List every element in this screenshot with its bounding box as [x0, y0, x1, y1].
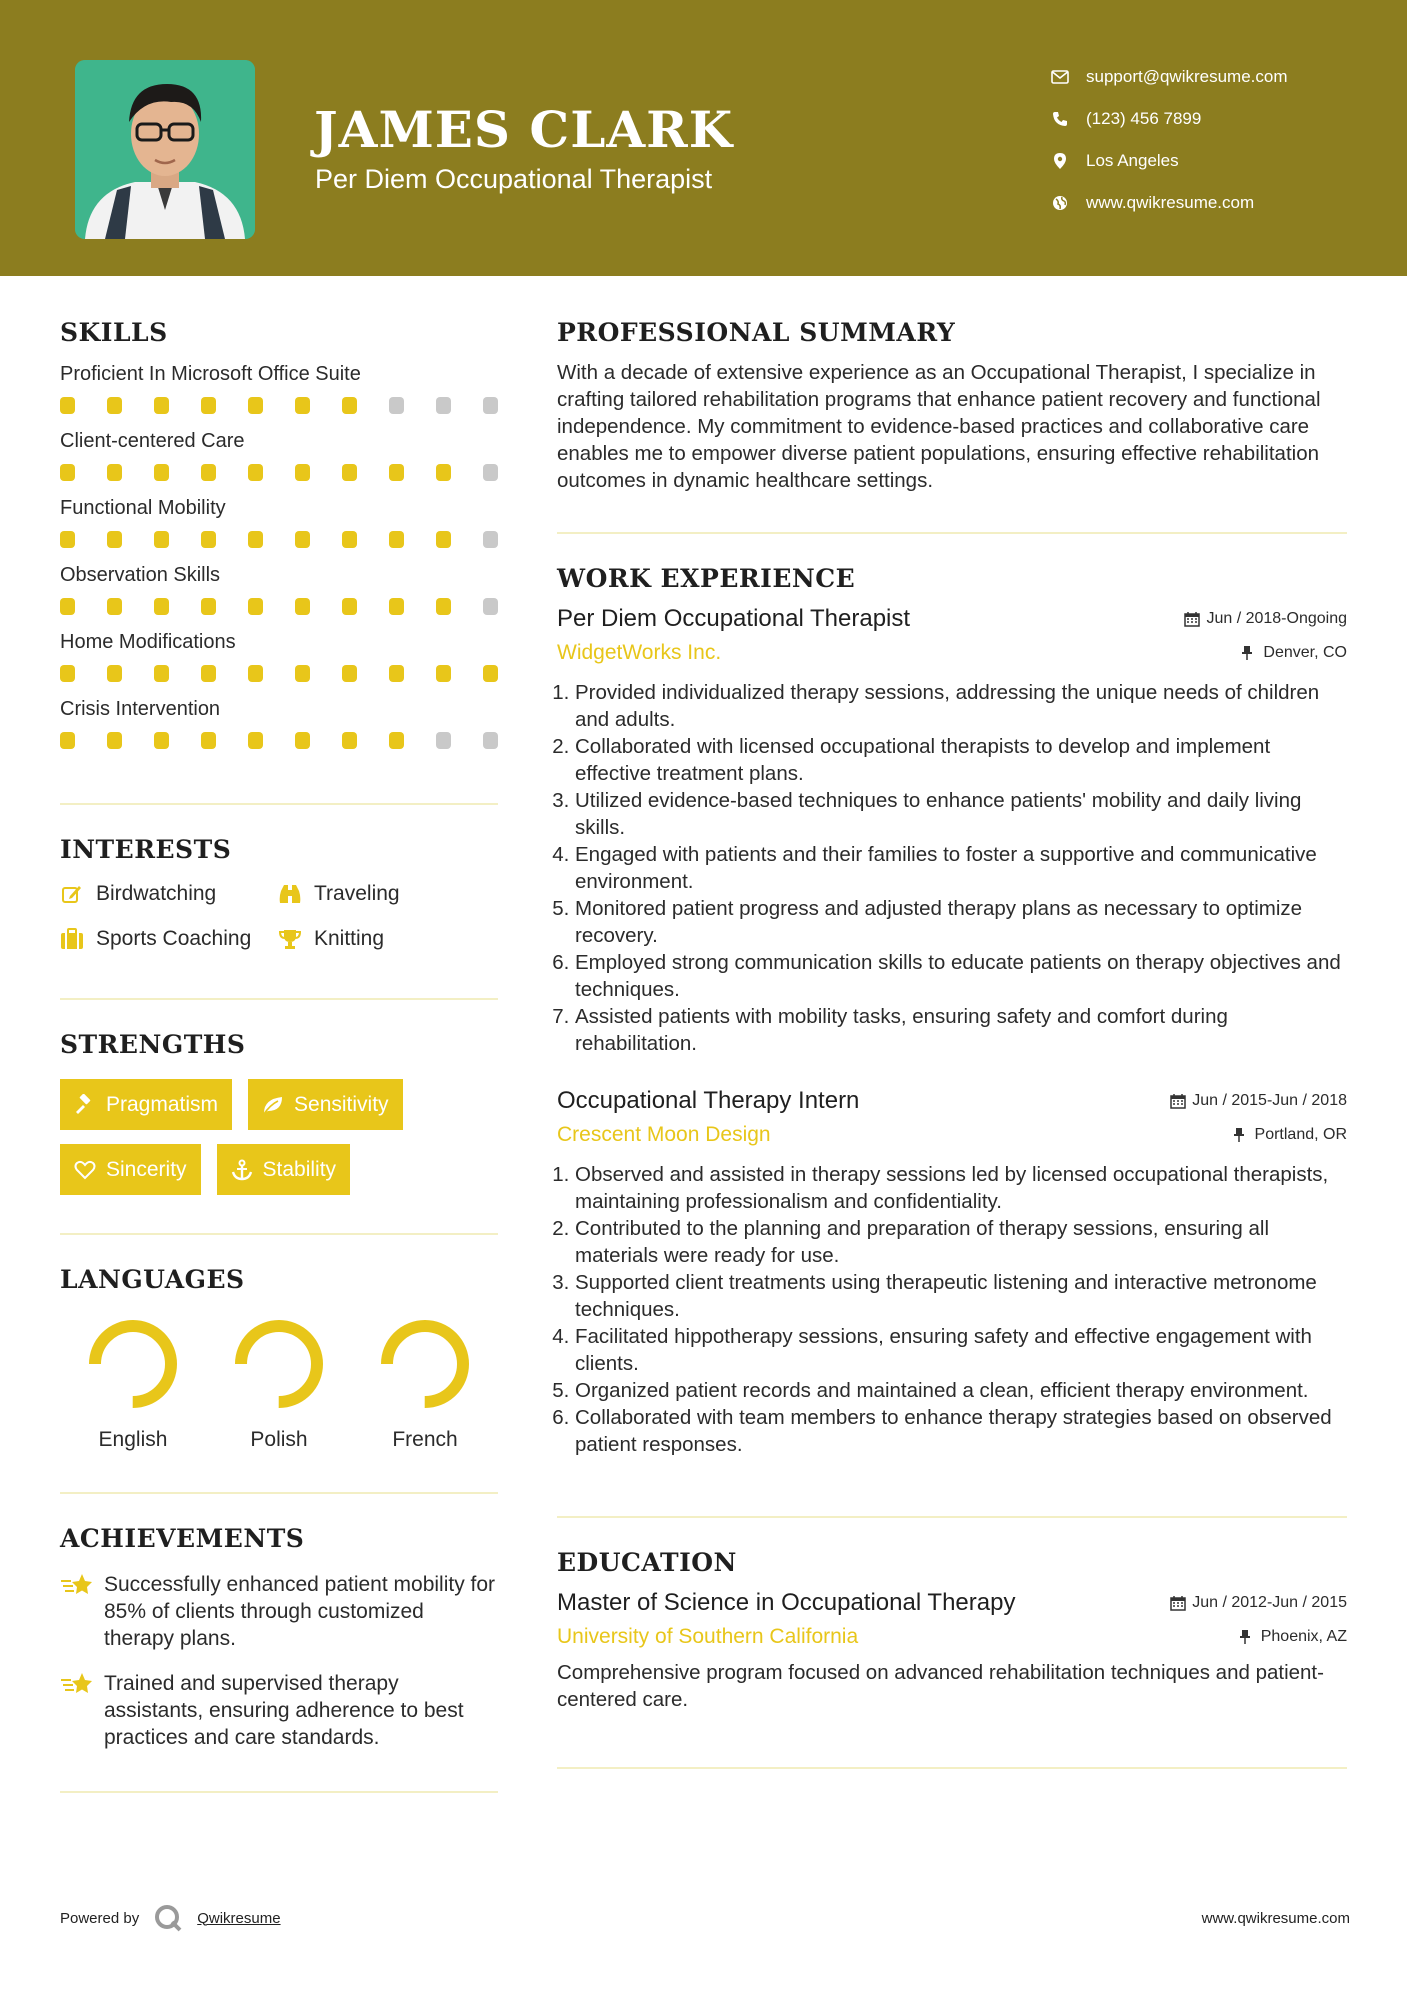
education-degree: Master of Science in Occupational Therapy — [557, 1589, 1016, 1616]
strength-tag — [217, 1144, 351, 1195]
skill-rating — [60, 732, 498, 749]
languages-list — [60, 1314, 498, 1452]
job-head — [557, 605, 1347, 633]
skill-name: Home Modifications — [60, 631, 236, 653]
contact-phone[interactable] — [1050, 98, 1390, 140]
rating-dot-filled — [389, 598, 404, 615]
contact-email-text: support@qwikresume.com — [1086, 67, 1288, 86]
language-name: English — [98, 1428, 168, 1451]
binoculars-icon — [278, 882, 302, 906]
job-duties — [557, 1161, 1347, 1458]
rating-dot-filled — [483, 665, 498, 682]
calendar-icon — [1170, 1595, 1186, 1611]
rating-dot-empty — [436, 732, 451, 749]
left-column — [60, 318, 498, 1793]
strengths-section — [60, 1030, 498, 1195]
education-title: EDUCATION — [557, 1548, 737, 1577]
rating-dot-filled — [107, 732, 122, 749]
strength-tag — [60, 1144, 201, 1195]
strengths-title: STRENGTHS — [60, 1030, 246, 1059]
rating-dot-empty — [483, 464, 498, 481]
job-duties — [557, 679, 1347, 1057]
strength-label: Sincerity — [106, 1157, 187, 1181]
rating-dot-filled — [295, 598, 310, 615]
interests-section — [60, 835, 498, 952]
briefcase-icon — [60, 927, 84, 951]
language-proficiency-arc — [241, 1326, 317, 1402]
rating-dot-filled — [295, 397, 310, 414]
education-section — [557, 1548, 1347, 1713]
rating-dot-filled — [342, 598, 357, 615]
interest-label: Sports Coaching — [96, 926, 252, 950]
rating-dot-filled — [154, 464, 169, 481]
interest-item — [278, 880, 488, 907]
interest-label: Traveling — [314, 881, 400, 905]
job-duty: 3. Utilized evidence-based techniques to enhance patients' mobility and daily living skills. — [575, 787, 1347, 841]
rating-dot-filled — [201, 531, 216, 548]
language-proficiency-ring — [375, 1314, 475, 1414]
contact-website-text: www.qwikresume.com — [1086, 193, 1255, 212]
pushpin-icon — [1233, 1127, 1249, 1143]
qwikresume-link[interactable]: Qwikresume — [197, 1909, 281, 1927]
skills-list — [60, 363, 498, 749]
rating-dot-filled — [201, 397, 216, 414]
candidate-title: Per Diem Occupational Therapist — [315, 164, 713, 194]
skill-rating — [60, 464, 498, 481]
achievement-item — [60, 1571, 498, 1652]
job-duty: 4. Engaged with patients and their families to foster a supportive and communicative environment. — [575, 841, 1347, 895]
rating-dot-filled — [389, 531, 404, 548]
job-entry — [557, 605, 1347, 1057]
language-name: French — [392, 1428, 458, 1451]
powered-by — [60, 1903, 281, 1933]
skill-name: Observation Skills — [60, 564, 221, 586]
education-location — [1239, 1628, 1347, 1646]
section-divider — [557, 1516, 1347, 1518]
section-divider — [557, 1767, 1347, 1769]
rating-dot-filled — [295, 732, 310, 749]
summary-text: With a decade of extensive experience as an Occupational Therapist, I specialize in crafting tailored rehabilitation programs that enhance patient recovery and functional independence. My commitment to evidence-based practices and collaborative care enables me to empower diverse patient populations, ensuring effective rehabilitation outcomes in dynamic healthcare settings. — [557, 361, 1321, 492]
languages-title: LANGUAGES — [60, 1265, 245, 1294]
pencil-square-icon — [60, 882, 84, 906]
candidate-name: JAMES CLARK — [314, 100, 734, 159]
job-role: Occupational Therapy Intern — [557, 1087, 860, 1114]
rating-dot-filled — [107, 464, 122, 481]
shooting-star-icon — [60, 1670, 94, 1751]
rating-dot-filled — [201, 464, 216, 481]
footer-website[interactable]: www.qwikresume.com — [1201, 1909, 1350, 1927]
education-description: Comprehensive program focused on advanced rehabilitation techniques and patient-centered care. — [557, 1661, 1324, 1711]
rating-dot-filled — [60, 598, 75, 615]
rating-dot-filled — [248, 531, 263, 548]
strength-label: Pragmatism — [106, 1092, 219, 1116]
education-head — [557, 1589, 1347, 1617]
language-proficiency-arc — [95, 1326, 171, 1402]
achievements-section — [60, 1524, 498, 1751]
rating-dot-empty — [483, 598, 498, 615]
powered-by-label: Powered by — [60, 1909, 140, 1927]
skill-rating — [60, 397, 498, 414]
education-date — [1170, 1594, 1347, 1612]
rating-dot-filled — [107, 531, 122, 548]
achievement-text: Trained and supervised therapy assistants, ensuring adherence to best practices and care standards. — [104, 1672, 464, 1749]
rating-dot-filled — [154, 397, 169, 414]
rating-dot-filled — [295, 665, 310, 682]
strength-label: Stability — [262, 1157, 337, 1181]
skill-rating — [60, 665, 498, 682]
phone-icon — [1050, 109, 1070, 129]
contact-phone-text: (123) 456 7899 — [1086, 109, 1202, 128]
job-head — [557, 1087, 1347, 1115]
rating-dot-filled — [248, 598, 263, 615]
experience-section — [557, 564, 1347, 1458]
language-proficiency-arc — [387, 1326, 463, 1402]
heart-icon — [74, 1159, 96, 1181]
rating-dot-filled — [342, 665, 357, 682]
rating-dot-filled — [436, 598, 451, 615]
skills-title: SKILLS — [60, 318, 168, 347]
envelope-icon — [1050, 67, 1070, 87]
section-divider — [60, 803, 498, 805]
rating-dot-filled — [107, 665, 122, 682]
rating-dot-filled — [248, 665, 263, 682]
rating-dot-empty — [483, 531, 498, 548]
strength-tag — [248, 1079, 403, 1130]
skill-rating — [60, 531, 498, 548]
avatar — [75, 60, 255, 239]
education-location-text: Phoenix, AZ — [1260, 1628, 1347, 1645]
rating-dot-filled — [201, 665, 216, 682]
rating-dot-empty — [389, 397, 404, 414]
education-subhead — [557, 1625, 1347, 1649]
contact-email[interactable] — [1050, 56, 1390, 98]
summary-section — [557, 318, 1347, 494]
achievements-title: ACHIEVEMENTS — [60, 1524, 305, 1553]
skill-name: Crisis Intervention — [60, 698, 221, 720]
rating-dot-filled — [342, 397, 357, 414]
job-location — [1241, 644, 1347, 662]
contact-location — [1050, 140, 1390, 182]
rating-dot-filled — [389, 464, 404, 481]
job-location — [1233, 1126, 1347, 1144]
rating-dot-empty — [483, 397, 498, 414]
rating-dot-filled — [60, 397, 75, 414]
interest-item — [60, 925, 278, 952]
job-company: WidgetWorks Inc. — [557, 641, 722, 664]
job-subhead — [557, 641, 1347, 665]
job-duty: 3. Supported client treatments using therapeutic listening and interactive metronome techniques. — [575, 1269, 1347, 1323]
job-date — [1170, 1092, 1347, 1110]
section-divider — [557, 532, 1347, 534]
shooting-star-icon — [60, 1571, 94, 1652]
job-company: Crescent Moon Design — [557, 1123, 771, 1146]
rating-dot-filled — [154, 531, 169, 548]
right-column — [557, 318, 1347, 1769]
rating-dot-filled — [107, 397, 122, 414]
section-divider — [60, 1492, 498, 1494]
skill-name: Functional Mobility — [60, 497, 226, 519]
job-location-text: Denver, CO — [1263, 644, 1347, 661]
summary-title: PROFESSIONAL SUMMARY — [557, 318, 956, 347]
jobs-list — [557, 605, 1347, 1458]
rating-dot-filled — [60, 464, 75, 481]
rating-dot-filled — [389, 732, 404, 749]
rating-dot-filled — [60, 665, 75, 682]
job-date-text: Jun / 2015-Jun / 2018 — [1192, 1092, 1347, 1109]
job-duty: 7. Assisted patients with mobility tasks, ensuring safety and comfort during rehabilitation. — [575, 1003, 1347, 1057]
skill-name: Proficient In Microsoft Office Suite — [60, 363, 361, 385]
rating-dot-filled — [295, 531, 310, 548]
anchor-icon — [231, 1159, 253, 1181]
experience-title: WORK EXPERIENCE — [557, 564, 856, 593]
job-date — [1184, 610, 1347, 628]
globe-icon — [1050, 193, 1070, 213]
trophy-icon — [278, 927, 302, 951]
gavel-icon — [74, 1094, 96, 1116]
job-duty: 5. Organized patient records and maintained a clean, efficient therapy environment. — [575, 1377, 1347, 1404]
job-duty: 4. Facilitated hippotherapy sessions, ensuring safety and effective engagement with clients. — [575, 1323, 1347, 1377]
contact-list — [1050, 56, 1390, 224]
qwikresume-logo-icon — [153, 1903, 183, 1933]
education-date-text: Jun / 2012-Jun / 2015 — [1192, 1594, 1347, 1611]
interest-label: Birdwatching — [96, 881, 217, 905]
rating-dot-filled — [201, 598, 216, 615]
language-name: Polish — [250, 1428, 308, 1451]
rating-dot-filled — [154, 732, 169, 749]
interests-title: INTERESTS — [60, 835, 232, 864]
achievement-item — [60, 1670, 498, 1751]
rating-dot-filled — [154, 598, 169, 615]
rating-dot-filled — [60, 732, 75, 749]
job-duty: 2. Contributed to the planning and preparation of therapy sessions, ensuring all materials were ready for use. — [575, 1215, 1347, 1269]
rating-dot-filled — [342, 732, 357, 749]
section-divider — [60, 1791, 498, 1793]
calendar-icon — [1170, 1093, 1186, 1109]
section-divider — [60, 1233, 498, 1235]
interest-label: Knitting — [314, 926, 385, 950]
map-pin-icon — [1050, 151, 1070, 171]
leaf-icon — [262, 1094, 284, 1116]
rating-dot-filled — [342, 464, 357, 481]
pushpin-icon — [1239, 1629, 1255, 1645]
rating-dot-filled — [248, 732, 263, 749]
strengths-list — [60, 1079, 498, 1195]
rating-dot-filled — [295, 464, 310, 481]
rating-dot-filled — [389, 665, 404, 682]
job-date-text: Jun / 2018-Ongoing — [1206, 610, 1347, 627]
pushpin-icon — [1241, 645, 1257, 661]
strength-label: Sensitivity — [294, 1092, 389, 1116]
language-proficiency-ring — [229, 1314, 329, 1414]
resume-header — [0, 0, 1407, 276]
education-school: University of Southern California — [557, 1625, 859, 1648]
rating-dot-filled — [154, 665, 169, 682]
job-location-text: Portland, OR — [1254, 1126, 1347, 1143]
rating-dot-filled — [201, 732, 216, 749]
job-role: Per Diem Occupational Therapist — [557, 605, 911, 632]
rating-dot-filled — [60, 531, 75, 548]
calendar-icon — [1184, 611, 1200, 627]
skills-section — [60, 318, 498, 749]
interests-list — [60, 880, 498, 952]
job-duty: 5. Monitored patient progress and adjusted therapy plans as necessary to optimize recovery. — [575, 895, 1347, 949]
rating-dot-filled — [342, 531, 357, 548]
language-item — [60, 1314, 206, 1452]
skill-name: Client-centered Care — [60, 430, 245, 452]
job-entry — [557, 1087, 1347, 1458]
achievement-text: Successfully enhanced patient mobility for 85% of clients through customized therapy plans. — [104, 1573, 496, 1650]
rating-dot-filled — [107, 598, 122, 615]
section-divider — [60, 998, 498, 1000]
footer — [60, 1898, 1350, 1938]
contact-location-text: Los Angeles — [1086, 151, 1179, 170]
languages-section — [60, 1265, 498, 1452]
language-item — [206, 1314, 352, 1452]
contact-website[interactable] — [1050, 182, 1390, 224]
profile-photo — [75, 60, 255, 239]
job-duty: 1. Observed and assisted in therapy sessions led by licensed occupational therapists, maintaining professionalism and confidentiality. — [575, 1161, 1347, 1215]
rating-dot-filled — [436, 665, 451, 682]
language-proficiency-ring — [83, 1314, 183, 1414]
rating-dot-empty — [483, 732, 498, 749]
rating-dot-filled — [248, 397, 263, 414]
rating-dot-empty — [436, 397, 451, 414]
job-duty: 6. Employed strong communication skills to educate patients on therapy objectives and techniques. — [575, 949, 1347, 1003]
job-duty: 1. Provided individualized therapy sessions, addressing the unique needs of children and adults. — [575, 679, 1347, 733]
job-subhead — [557, 1123, 1347, 1147]
strength-tag — [60, 1079, 232, 1130]
language-item — [352, 1314, 498, 1452]
rating-dot-filled — [436, 464, 451, 481]
interest-item — [278, 925, 488, 952]
rating-dot-filled — [436, 531, 451, 548]
job-duty: 6. Collaborated with team members to enhance therapy strategies based on observed patient responses. — [575, 1404, 1347, 1458]
skill-rating — [60, 598, 498, 615]
rating-dot-filled — [248, 464, 263, 481]
interest-item — [60, 880, 278, 907]
job-duty: 2. Collaborated with licensed occupational therapists to develop and implement effective treatment plans. — [575, 733, 1347, 787]
